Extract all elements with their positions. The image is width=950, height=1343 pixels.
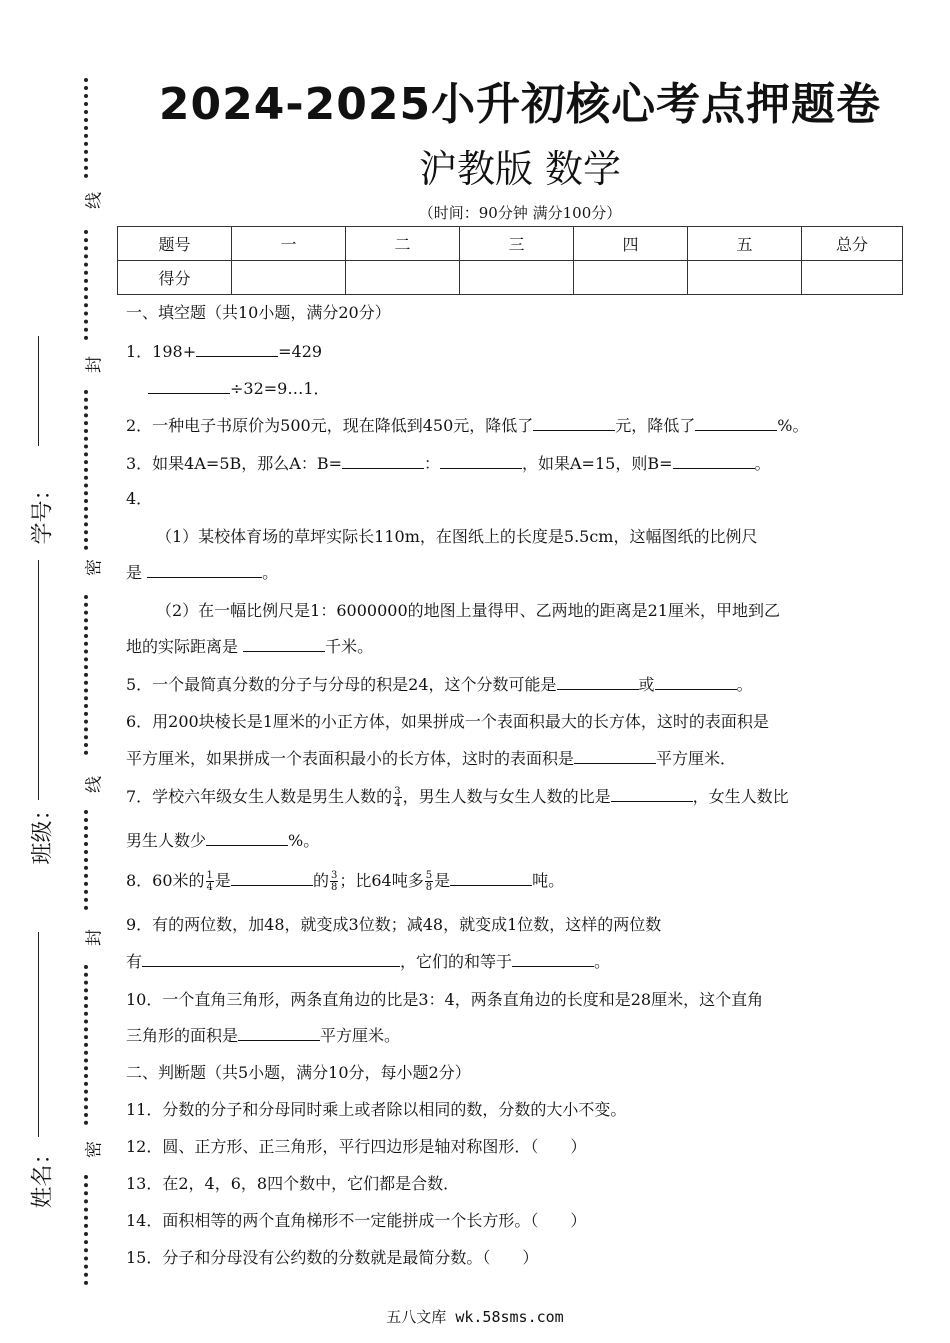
dotted-cut-line — [84, 810, 88, 910]
question-5 — [126, 672, 753, 695]
section2-heading: 二、判断题（共5小题，满分10分，每小题2分） — [126, 1063, 471, 1082]
answer-blank[interactable] — [695, 414, 777, 431]
question-6b — [126, 746, 736, 769]
q2-text: 2．一种电子书原价为500元，现在降低到450元，降低了 — [126, 416, 534, 435]
section1-heading: 一、填空题（共10小题，满分20分） — [126, 303, 391, 322]
question-10b — [126, 1023, 400, 1046]
q10b-end: 平方厘米。 — [320, 1026, 401, 1045]
q7a-text: 7．学校六年级女生人数是男生人数的 — [126, 787, 393, 806]
answer-blank[interactable] — [533, 414, 615, 431]
q7b-text: 男生人数少 — [126, 831, 207, 850]
footer-watermark: 五八文库 wk.58sms.com — [386, 1308, 564, 1326]
q1a-text-end: =429 — [278, 342, 323, 361]
fraction-numerator: 5 — [425, 870, 433, 881]
answer-blank[interactable] — [231, 869, 313, 886]
score-table — [117, 226, 903, 295]
score-input-cell[interactable] — [688, 261, 802, 295]
q10b-text: 三角形的面积是 — [126, 1026, 239, 1045]
dotted-cut-line — [84, 965, 88, 1125]
binding-mark-xian-top: 线 — [84, 192, 105, 209]
answer-blank[interactable] — [238, 1024, 320, 1041]
q6b-text: 平方厘米，如果拼成一个表面积最小的长方体，这时的表面积是 — [126, 749, 575, 768]
answer-blank[interactable] — [673, 452, 755, 469]
q4-1b-text: 是 — [126, 563, 148, 582]
answer-blank[interactable] — [243, 635, 325, 652]
question-15: 15．分子和分母没有公约数的分数就是最简分数。（ ） — [126, 1248, 539, 1267]
score-input-cell[interactable] — [802, 261, 903, 295]
q7a-text-mid: ，男生人数与女生人数的比是 — [402, 787, 611, 806]
score-cell-header: 三 — [460, 227, 574, 261]
question-11: 11．分数的分子和分母同时乘上或者除以相同的数，分数的大小不变。 — [126, 1100, 627, 1119]
answer-blank[interactable] — [557, 673, 639, 690]
q5-text-end: 。 — [736, 675, 753, 694]
question-4-2b — [126, 634, 373, 657]
question-7a — [126, 784, 789, 809]
question-4-2a: （2）在一幅比例尺是1：6000000的地图上量得甲、乙两地的距离是21厘米，甲地到乙 — [156, 601, 780, 620]
dotted-cut-line — [84, 595, 88, 755]
fraction-denominator: 4 — [394, 798, 401, 809]
fraction-numerator: 1 — [206, 870, 213, 881]
question-4: 4． — [126, 489, 153, 508]
question-14: 14．面积相等的两个直角梯形不一定能拼成一个长方形。（ ） — [126, 1211, 587, 1230]
binding-mark-feng-mid: 封 — [84, 929, 105, 946]
q8-text: 是 — [214, 871, 231, 890]
answer-blank[interactable] — [440, 452, 522, 469]
fraction-one-quarter — [206, 870, 214, 893]
q7b-end: %。 — [288, 831, 320, 850]
score-table-score-row — [118, 261, 903, 295]
q1a-text: 1．198+ — [126, 342, 197, 361]
q6b-end: 平方厘米． — [656, 749, 737, 768]
q5-text-mid: 或 — [638, 675, 655, 694]
q2-text-mid: 元，降低了 — [615, 416, 696, 435]
fraction-numerator: 3 — [330, 870, 338, 881]
score-cell-header: 总分 — [802, 227, 903, 261]
q8-text: ；比64吨多 — [339, 871, 424, 890]
score-cell-header: 四 — [574, 227, 688, 261]
q1b-text: ÷32=9…1． — [230, 379, 330, 398]
fraction-denominator: 8 — [425, 882, 433, 893]
q8-text: 8．60米的 — [126, 871, 205, 890]
fraction-numerator: 3 — [394, 786, 401, 797]
question-12: 12．圆、正方形、正三角形，平行四边形是轴对称图形．（ ） — [126, 1137, 587, 1156]
binding-mark-mi-top: 密 — [84, 559, 105, 576]
exam-title: 2024-2025小升初核心考点押题卷 — [158, 79, 882, 130]
answer-blank[interactable] — [206, 829, 288, 846]
question-4-1a: （1）某校体育场的草坪实际长110m，在图纸上的长度是5.5cm，这幅图纸的比例尺 — [156, 527, 758, 546]
q3-text: 3．如果4A=5B，那么A：B= — [126, 454, 342, 473]
q8-text: 的 — [312, 871, 329, 890]
student-id-label: 学号： — [30, 478, 56, 545]
question-9b — [126, 949, 610, 972]
score-input-cell[interactable] — [574, 261, 688, 295]
score-input-cell[interactable] — [460, 261, 574, 295]
class-line[interactable] — [38, 560, 39, 800]
q8-text: 是 — [434, 871, 451, 890]
question-1a — [126, 339, 322, 362]
q4-2b-text: 地的实际距离是 — [126, 637, 244, 656]
q2-text-end: %。 — [777, 416, 809, 435]
answer-blank[interactable] — [142, 950, 400, 967]
question-1b — [148, 376, 330, 399]
answer-blank[interactable] — [196, 340, 278, 357]
question-3 — [126, 451, 771, 474]
answer-blank[interactable] — [512, 950, 594, 967]
student-id-line[interactable] — [38, 336, 39, 446]
class-label: 班级： — [30, 798, 56, 865]
answer-blank[interactable] — [655, 673, 737, 690]
answer-blank[interactable] — [148, 377, 230, 394]
dotted-cut-line — [84, 390, 88, 550]
q3-text-mid: ，如果A=15，则B= — [522, 454, 673, 473]
question-10a: 10．一个直角三角形，两条直角边的比是3：4，两条直角边的长度和是28厘米，这个直角 — [126, 990, 764, 1009]
question-13: 13．在2，4，6，8四个数中，它们都是合数． — [126, 1174, 460, 1193]
exam-time-info: （时间：90分钟 满分100分） — [418, 204, 622, 222]
answer-blank[interactable] — [450, 869, 532, 886]
exam-subtitle: 沪教版 数学 — [418, 147, 622, 191]
score-input-cell[interactable] — [232, 261, 346, 295]
question-8 — [126, 868, 564, 893]
fraction-denominator: 8 — [330, 882, 338, 893]
q9b-text-mid: ，它们的和等于 — [400, 952, 513, 971]
q9b-text: 有 — [126, 952, 143, 971]
answer-blank[interactable] — [574, 747, 656, 764]
fraction-five-eighths — [425, 870, 433, 893]
answer-blank[interactable] — [147, 561, 262, 578]
dotted-cut-line — [84, 78, 88, 178]
q8-text-end: 吨。 — [532, 871, 565, 890]
binding-margin — [0, 60, 115, 1290]
question-6a: 6．用200块棱长是1厘米的小正方体，如果拼成一个表面积最大的长方体，这时的表面积是 — [126, 712, 769, 731]
score-cell-header: 五 — [688, 227, 802, 261]
question-2 — [126, 413, 809, 436]
score-input-cell[interactable] — [346, 261, 460, 295]
binding-mark-xian-mid: 线 — [84, 776, 105, 793]
score-cell-header: 二 — [346, 227, 460, 261]
dotted-cut-line — [84, 230, 88, 340]
fraction-three-quarters — [393, 786, 401, 809]
name-label: 姓名： — [30, 1142, 56, 1209]
question-4-1b — [126, 560, 278, 583]
score-table-header-row — [118, 227, 903, 261]
answer-blank[interactable] — [342, 452, 424, 469]
name-line[interactable] — [38, 932, 39, 1137]
score-cell-label: 得分 — [118, 261, 232, 295]
q4-1b-end: 。 — [262, 563, 279, 582]
fraction-three-eighths — [330, 870, 338, 893]
q7a-text-end: ，女生人数比 — [692, 787, 789, 806]
score-cell-label: 题号 — [118, 227, 232, 261]
question-7b — [126, 828, 319, 851]
binding-mark-feng-top: 封 — [84, 356, 105, 373]
answer-blank[interactable] — [611, 785, 693, 802]
binding-mark-mi-bottom: 密 — [84, 1141, 105, 1158]
question-9a: 9．有的两位数，加48，就变成3位数；减48，就变成1位数，这样的两位数 — [126, 915, 662, 934]
q9b-end: 。 — [594, 952, 611, 971]
q3-text-end: 。 — [754, 454, 771, 473]
score-cell-header: 一 — [232, 227, 346, 261]
q4-2b-end: 千米。 — [325, 637, 374, 656]
q3-colon: ： — [423, 454, 440, 473]
dotted-cut-line — [84, 1175, 88, 1285]
q5-text: 5．一个最简真分数的分子与分母的积是24，这个分数可能是 — [126, 675, 557, 694]
fraction-denominator: 4 — [206, 882, 213, 893]
